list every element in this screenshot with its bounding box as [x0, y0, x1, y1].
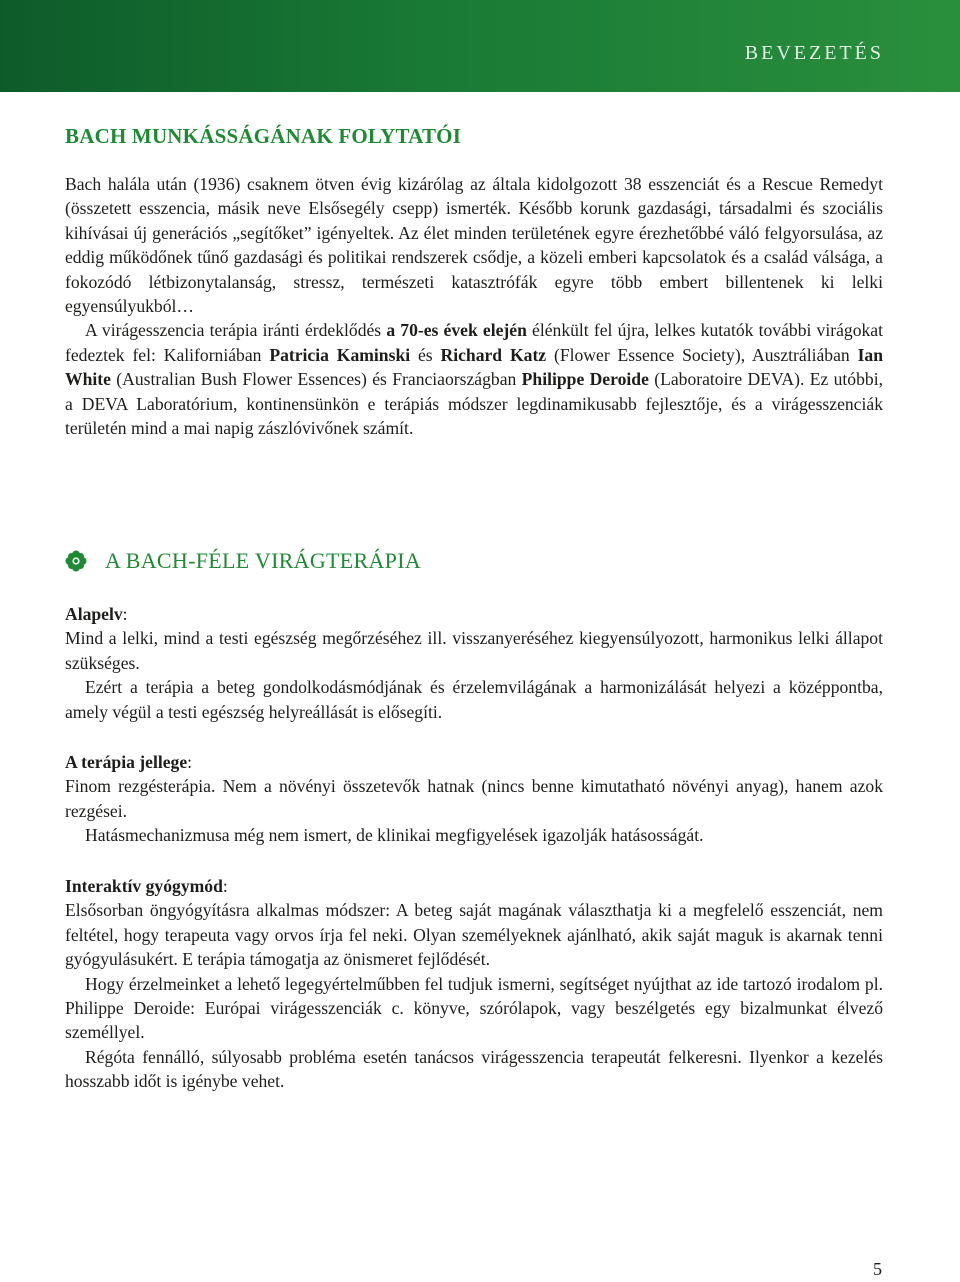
section-heading-bach-therapy [65, 548, 421, 574]
text-run: és [410, 344, 441, 365]
interactive-label-line [65, 874, 883, 898]
nature-block [65, 750, 883, 848]
bold-name: Ian White [65, 344, 883, 390]
bold-text: a 70-es évek elején [386, 320, 527, 341]
principle-paragraph-1: Mind a lelki, mind a testi egészség megőrzéséhez ill. visszanyeréséhez kiegyensúlyozott, harmonikus lelki állapot szükséges. [65, 628, 883, 673]
principle-label: Alapelv [65, 604, 123, 624]
principle-label-line [65, 602, 883, 626]
section-heading-bach-successors: BACH MUNKÁSSÁGÁNAK FOLYTATÓI [65, 124, 462, 148]
colon: : [187, 752, 193, 772]
interactive-block [65, 874, 883, 1094]
bold-name: Richard Katz [440, 344, 547, 365]
nature-paragraph-2: Hatásmechanizmusa még nem ismert, de klinikai megfigyelések igazolják hatásosságát. [85, 825, 704, 846]
interactive-paragraph-2: Hogy érzelmeinket a lehető legegyértelműbben fel tudjuk ismerni, segítséget nyújthat az ide tartozó irodalom pl. Philippe Deroide: Európai virágesszenciák c. könyve, szórólapok, vagy beszélgetés egy bizalmunkat élvező személlyel. [65, 973, 883, 1043]
section1-body [65, 172, 883, 440]
text-run: A virágesszencia terápia iránti érdeklődés [85, 320, 387, 341]
text-run: (Australian Bush Flower Essences) és Franciaországban [110, 369, 522, 390]
interactive-label: Interaktív gyógymód [65, 876, 223, 896]
paragraph-researchers [65, 318, 883, 440]
bold-name: Patricia Kaminski [269, 344, 411, 365]
nature-paragraph-1: Finom rezgésterápia. Nem a növényi összetevők hatnak (nincs benne kimutatható növényi anyag), hanem azok rezgései. [65, 776, 883, 821]
colon: : [222, 876, 228, 896]
page-number: 5 [873, 1259, 882, 1279]
nature-label: A terápia jellege [65, 752, 188, 772]
bold-name: Philippe Deroide [521, 369, 649, 390]
interactive-paragraph-1: Elsősorban öngyógyításra alkalmas módszer: A beteg saját magának választhatja ki a megfelelő esszenciát, nem feltétel, hogy terapeuta vagy orvos írja fel neki. Olyan személyeknek ajánlható, akik saját maguk is akarnak tenni gyógyulásukért. E terápia támogatja az önismeret fejlődését. [65, 900, 883, 970]
nature-label-line [65, 750, 883, 774]
page-header-band [0, 0, 960, 92]
principle-block [65, 602, 883, 724]
section-title: A BACH-FÉLE VIRÁGTERÁPIA [105, 548, 422, 573]
flower-icon [65, 550, 87, 572]
principle-paragraph-2: Ezért a terápia a beteg gondolkodásmódjának és érzelemvilágának a harmonizálását helyezi a középpontba, amely végül a testi egészség helyreállását is elősegíti. [65, 677, 883, 722]
text-run: (Laboratoire DEVA). Ez utóbbi, a DEVA Laboratórium, kontinensünkön e terápiás módszer legdinamikusabb fejlesztője, és a virágesszenciák területén mind a mai napig zászlóvivőnek számít. [65, 369, 883, 439]
chapter-title: BEVEZETÉS [744, 42, 884, 64]
text-run: élénkült fel újra, lelkes kutatók további virágokat fedeztek fel: Kaliforniában [65, 320, 883, 365]
paragraph-history: Bach halála után (1936) csaknem ötven évig kizárólag az általa kidolgozott 38 esszenciát és a Rescue Remedyt (összetett esszencia, másik neve Elsősegély csepp) ismerték. Később korunk gazdasági, társadalmi és szociális kihívásai új generációs „segítőket” igényeltek. Az élet minden területének egyre érezhetőbbé váló felgyorsulása, az eddig működőnek tűnő gazdasági és politikai rendszerek csődje, a közeli emberi kapcsolatok és a család válsága, a fokozódó létbizonytalanság, stressz, természeti katasztrófák egyre több embert billentenek ki lelki egyensúlyukból… [65, 174, 883, 317]
text-run: (Flower Essence Society), Ausztráliában [546, 344, 858, 365]
interactive-paragraph-3: Régóta fennálló, súlyosabb probléma esetén tanácsos virágesszencia terapeutát felkeresni. Ilyenkor a kezelés hosszabb időt is igénybe vehet. [65, 1046, 883, 1092]
colon: : [122, 604, 128, 624]
